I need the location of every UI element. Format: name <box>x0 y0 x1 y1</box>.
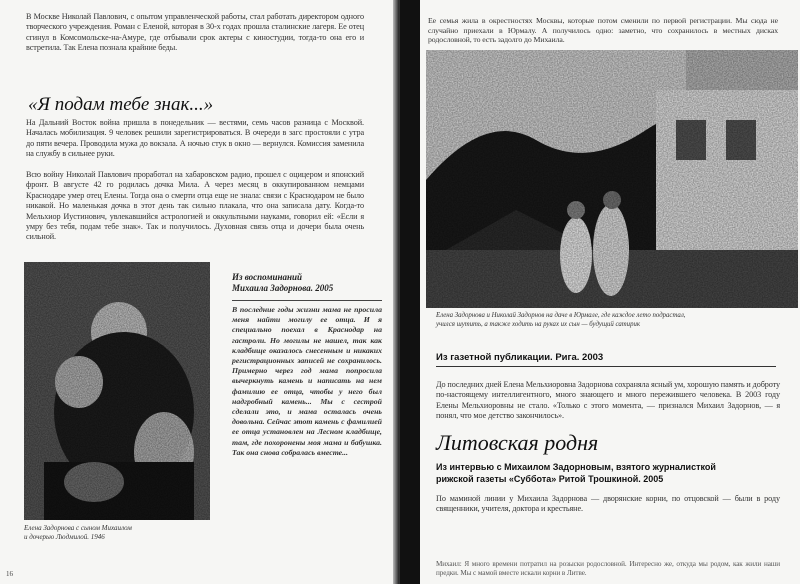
right-page <box>400 0 800 584</box>
dacha-caption-line2: учился шутить, а также ходить на руках их сын — будущий сатирик <box>436 321 641 328</box>
interview-line2: рижской газеты «Суббота» Ритой Трошкиной. 2005 <box>436 474 664 484</box>
war-paragraph: На Дальний Восток война пришла в понедельник — вестями, семь часов разница с Москвой. Началась мобилизация. 9 человек решили зарегистрироваться. В очереди в загс простояли с утра до пяти вечера. Проводила мужа до вокзала. А ночью стук в окно — вернулся. Комиссия заменила на службу в сильнее руки. <box>26 118 364 159</box>
scan-edge <box>400 0 420 584</box>
interview-line1: Из интервью с Михаилом Задорновым, взятого журналисткой <box>436 462 716 472</box>
publication-heading: Из газетной публикации. Рига. 2003 <box>436 352 604 363</box>
publication-divider <box>436 366 776 367</box>
memoir-title-2: Михаила Задорнова. 2005 <box>232 283 334 293</box>
bottom-paragraph: Михаил: Я много времени потратил на розыски родословной. Интересно же, откуда мы родом, как жили наши предки. Мы с мамой вместе искали корни в Литве. <box>436 560 780 577</box>
radio-paragraph: Всю войну Николай Павлович проработал на хабаровском радио, прошел с оцицером и японский фронт. В августе 42 го родилась дочка Мила. А через месяц в оккупированном немцами Краснодаре умер отец Елены. Тогда она о смерти отца еще не знала: связи с Краснодаром не было никакой. Но маленькая дочка в этот день так сильно плакала, что она записала дату. Когда-то Мельхиор Иустинович, увлекавшийся астрологией и оккультными науками, говорил ей: «Если я умру без тебя, подам тебе знак». Так и получилось. Духовная связь отца и дочери была очень сильной. <box>26 170 364 242</box>
page-number: 16 <box>6 570 13 578</box>
section-heading: «Я подам тебе знак...» <box>28 94 214 115</box>
memoir-divider <box>232 300 382 301</box>
intro-paragraph: В Москве Николай Павлович, с опытом управленческой работы, стал работать директором одного творческого учреждения. Роман с Еленой, которая в 30-х годах прошла сталинские лагеря. Ее отец сгинул в Комсомольске-на-Амуре, где отбывали срок актеры с киностудии, тогда-то она его и встретила. Так Елена познала крайние беды. <box>26 12 364 53</box>
lithuanian-heading: Литовская родня <box>436 430 599 455</box>
publication-paragraph: До последних дней Елена Мельхиоровна Задорнова сохраняла ясный ум, хорошую память и доброту по-настоящему интеллигентного, много знающего и много пережившего человека. В 2003 году Елены Мельхиоровны не стало. «Только с этого момента, — признался Михаил Задорнов, — я понял, что мое детство закончилось». <box>436 380 781 421</box>
photo-caption-line2: и дочерью Людмилой. 1946 <box>24 533 105 541</box>
lineage-paragraph: По маминой линии у Михаила Задорнова — дворянские корни, по отцовской — были в роду священники, учителя, доктора и крестьяне. <box>436 494 780 514</box>
memoir-title-1: Из воспоминаний <box>232 272 302 282</box>
dacha-caption-line1: Елена Задорнова и Николай Задорнов на даче в Юрмале, где каждое лето подрастал, <box>436 312 686 319</box>
left-page <box>0 0 396 584</box>
photo-caption-line1: Елена Задорнова с сыном Михаилом <box>24 524 132 532</box>
dacha-photo <box>426 50 798 308</box>
memoir-text: В последние годы жизни мама не просила меня найти могилу ее отца. И я специально поехал в Краснодар на гастроли. Но могилы не нашел, так как кладбище оказалось снесенным и никаких регистрационных записей не сохранилось. Примерно через год мама попросила вычеркнуть камень и написать на нем фамилию ее отца, чтобы у него был надгробный камень... Мы с сестрой сделали это, и мама осталась очень довольна. Сейчас этот камень с фамилией ее отца установлен на Лесном кладбище, там, где похоронены моя мама и бабушка. Так она снова собралась вместе... <box>232 305 382 457</box>
family-photo <box>24 262 210 520</box>
top-paragraph: Ее семья жила в окрестностях Москвы, которые потом сменили по первой регистрации. Мы сюда не случайно приехали в Юрмалу. А получилось одно: заметно, что сохранилось в местных дисках родословной, то есть задолго до Михаила. <box>428 16 778 45</box>
